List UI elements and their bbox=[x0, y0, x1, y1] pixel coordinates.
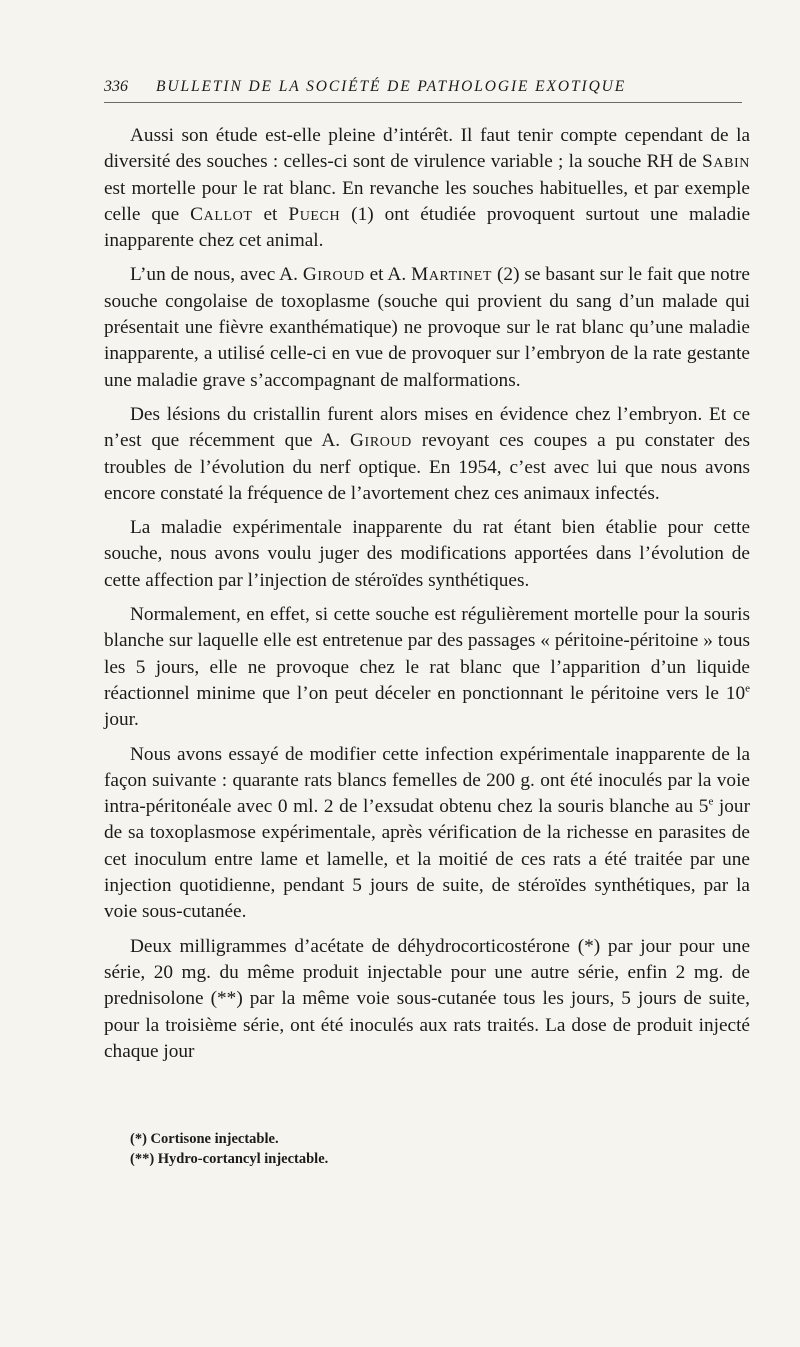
footnote-2: (**) Hydro-cortancyl injectable. bbox=[130, 1151, 329, 1168]
author-name: Martinet bbox=[411, 264, 493, 286]
paragraph-2: L’un de nous, avec A. Giroud et A. Martinet (2) se basant sur le fait que notre souche congolaise de toxoplasme (souche qui provient du sang d’un malade qui présentait une fièvre exanthématique) ne provoque sur le rat blanc qu’une maladie inapparente, a utilisé celle-ci en vue de provoquer sur l’embryon de la rate gestante une maladie grave s’accompagnant de malformations. bbox=[104, 264, 750, 391]
author-name: Sabin bbox=[702, 151, 750, 173]
running-header bbox=[104, 78, 742, 103]
paragraph-6: Nous avons essayé de modifier cette infection expérimentale inapparente de la façon suivante : quarante rats blancs femelles de 200 g. ont été inoculés par la voie intra-péritonéale avec 0 ml. 2 de l’exsudat obtenu chez la souris blanche au 5e jour de sa toxoplasmose expérimentale, après vérification de la richesse en parasites de cet inoculum entre lame et lamelle, et la moitié de ces rats a été traitée par une injection quotidienne, pendant 5 jours de suite, de stéroïdes synthétiques, par la voie sous-cutanée. bbox=[104, 743, 750, 923]
author-name: Giroud bbox=[302, 264, 365, 286]
author-name: Giroud bbox=[350, 430, 412, 452]
paragraph-1: Aussi son étude est-elle pleine d’intérêt. Il faut tenir compte cependant de la diversité des souches : celles-ci sont de virulence variable ; la souche RH de Sabin est mortelle pour le rat blanc. En revanche les souches habituelles, et par exemple celle que Callot et Puech (1) ont étudiée provoquent surtout une maladie inapparente chez cet animal. bbox=[104, 125, 751, 252]
journal-title: BULLETIN DE LA SOCIÉTÉ DE PATHOLOGIE EXOTIQUE bbox=[156, 78, 627, 95]
page-number: 336 bbox=[104, 78, 128, 95]
paragraph-5: Normalement, en effet, si cette souche est régulièrement mortelle pour la souris blanche sur laquelle elle est entretenue par des passages « péritoine-péritoine » tous les 5 jours, elle ne provoque chez le rat blanc que l’apparition d’un liquide réactionnel minime que l’on peut déceler en ponctionnant le péritoine vers le 10e jour. bbox=[104, 604, 750, 731]
paragraph-4: La maladie expérimentale inapparente du rat étant bien établie pour cette souche, nous avons voulu juger des modifications apportées dans l’évolution de cette affection par l’injection de stéroïdes synthétiques. bbox=[104, 517, 750, 591]
footnotes bbox=[104, 1129, 750, 1169]
body-text bbox=[104, 123, 750, 1065]
author-name: Puech bbox=[288, 203, 341, 225]
author-name: Callot bbox=[190, 203, 253, 225]
paragraph-3: Des lésions du cristallin furent alors mises en évidence chez l’embryon. Et ce n’est que récemment que A. Giroud revoyant ces coupes a pu constater des troubles de l’évolution du nerf optique. En 1954, c’est avec lui que nous avons encore constaté la fréquence de l’avortement chez ces animaux infectés. bbox=[104, 403, 750, 504]
footnote-1: (*) Cortisone injectable. bbox=[130, 1131, 279, 1148]
paragraph-7: Deux milligrammes d’acétate de déhydrocorticostérone (*) par jour pour une série, 20 mg. du même produit injectable pour une autre série, enfin 2 mg. de prednisolone (**) par la même voie sous-cutanée tous les jours, 5 jours de suite, pour la troisième série, ont été inoculés aux rats traités. La dose de produit injecté chaque jour bbox=[104, 935, 750, 1062]
